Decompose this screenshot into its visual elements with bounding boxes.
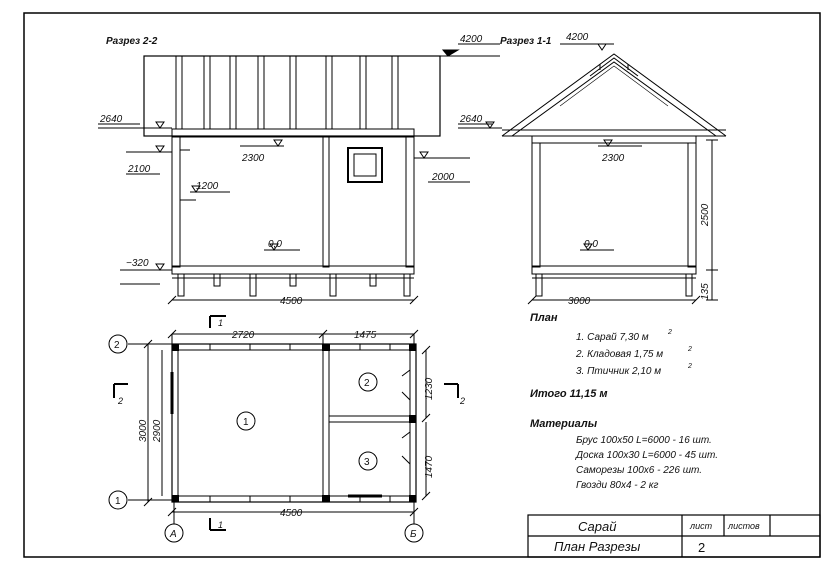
plan-dim-top-left: 2720 — [232, 330, 255, 341]
stamp-name: Сарай — [578, 519, 617, 534]
axis-a-label: А — [170, 529, 177, 540]
material-3: Саморезы 100х6 - 226 шт. — [576, 465, 703, 476]
legend-room-3: 3. Птичник 2,10 м — [576, 366, 662, 377]
axis-2-label: 2 — [114, 340, 120, 351]
cut-mark-top: 1 — [218, 318, 224, 328]
axis-b-label: Б — [410, 529, 417, 540]
material-1: Брус 100х50 L=6000 - 16 шт. — [576, 435, 712, 446]
section-2-2-title: Разрез 2-2 — [106, 36, 158, 47]
stamp-sheet-label: лист — [690, 521, 713, 531]
plan-dim-right-upper: 1230 — [424, 377, 435, 400]
legend-room-2-sup: 2 — [688, 346, 692, 353]
s11-mark-floor: 0,0 — [584, 239, 598, 250]
materials-title: Материалы — [530, 418, 598, 430]
plan-dim-left-outer: 3000 — [138, 419, 149, 442]
s22-mark-eave: 2640 — [100, 114, 123, 125]
s22-mark-floor: 0,0 — [268, 239, 282, 250]
section-1-1-title: Разрез 1-1 — [500, 36, 552, 47]
cut-mark-bottom: 1 — [218, 520, 224, 530]
s11-mark-eave: 2640 — [460, 114, 483, 125]
s11-mark-ceiling: 2300 — [602, 153, 625, 164]
plan-dim-right-lower: 1470 — [424, 455, 435, 478]
s22-mark-door: 2100 — [128, 164, 151, 175]
legend-title: План — [530, 312, 558, 324]
s22-mark-sill: 1200 — [196, 181, 219, 192]
plan-dim-left-inner: 2900 — [152, 419, 163, 442]
section-1-1-marks — [458, 44, 642, 250]
s22-mark-ceiling: 2300 — [242, 153, 265, 164]
s11-height-right: 2500 — [700, 203, 711, 226]
section-1-1 — [502, 54, 726, 304]
stamp-subtitle: План Разрезы — [554, 539, 641, 554]
cut-mark-left: 2 — [118, 396, 124, 406]
legend — [530, 312, 718, 491]
s11-mark-top: 4200 — [566, 32, 589, 43]
stamp-sheets-label: листов — [728, 521, 760, 531]
legend-room-1-sup: 2 — [668, 329, 672, 336]
legend-total: Итого 11,15 м — [530, 388, 608, 400]
cut-mark-right: 2 — [460, 396, 466, 406]
s22-mark-base: −320 — [126, 258, 149, 269]
floor-plan — [114, 316, 458, 530]
axis-1-label: 1 — [115, 496, 121, 507]
material-4: Гвозди 80х4 - 2 кг — [576, 480, 659, 491]
plan-dim-top-right: 1475 — [354, 330, 377, 341]
s22-width: 4500 — [280, 296, 303, 307]
legend-room-1: 1. Сарай 7,30 м — [576, 332, 649, 343]
legend-room-3-sup: 2 — [688, 363, 692, 370]
legend-room-2: 2. Кладовая 1,75 м — [576, 349, 664, 360]
s22-mark-window: 2000 — [432, 172, 455, 183]
room-2-label: 2 — [364, 378, 370, 389]
plan-dim-bottom: 4500 — [280, 508, 303, 519]
material-2: Доска 100х30 L=6000 - 45 шт. — [576, 450, 718, 461]
room-1-label: 1 — [243, 417, 249, 428]
s11-width: 3000 — [568, 296, 591, 307]
s22-mark-top: 4200 — [460, 34, 483, 45]
stamp-sheet-number: 2 — [698, 540, 706, 555]
s11-base-right: 135 — [700, 283, 711, 300]
room-3-label: 3 — [364, 457, 370, 468]
section-2-2 — [144, 56, 440, 296]
